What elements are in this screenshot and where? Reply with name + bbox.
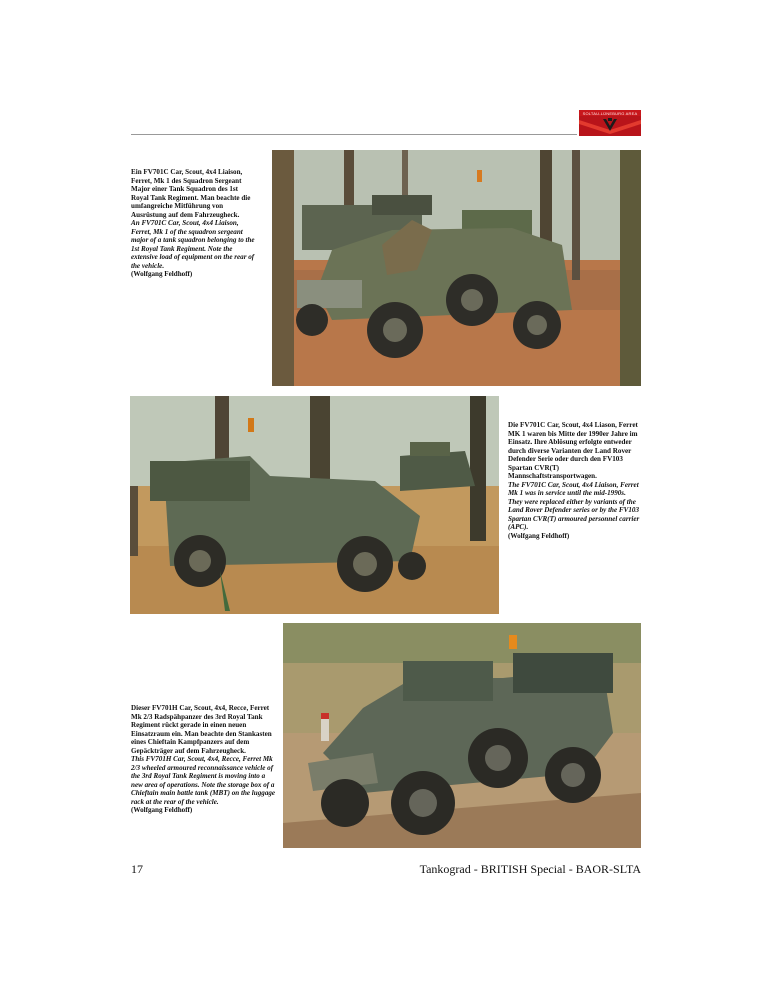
area-badge	[579, 110, 641, 136]
caption-english: This FV701H Car, Scout, 4x4, Recce, Ferret Mk 2/3 wheeled armoured reconnaissance vehicle of the 3rd Royal Tank Regiment is moving into a new area of operations. Note the storage box of a Chieftain main battle tank (MBT) on the luggage rack at the rear of the vehicle.	[131, 755, 276, 806]
photo-ferret-forest	[272, 150, 641, 386]
caption-english: The FV701C Car, Scout, 4x4 Liaison, Ferret Mk 1 was in service until the mid-1990s. They were replaced either by variants of the Land Rover Defender series or by the FV103 Spartan CVR(T) armoured personnel carrier (APC).	[508, 480, 640, 531]
caption-photo-1	[131, 168, 257, 279]
photo-ferret-sandy-track	[283, 623, 641, 848]
area-badge-text: SOLTAU-LÜNEBURG AREA	[582, 111, 638, 116]
page-number: 17	[131, 862, 143, 876]
caption-german: Ein FV701C Car, Scout, 4x4 Liaison, Ferret, Mk 1 des Squadron Sergeant Major einer Tank Squadron des 1st Royal Tank Regiment. Man beachte die umfangreiche Mitführung von Ausrüstung auf dem Fahrzeugheck.	[131, 168, 251, 219]
header-rule	[131, 134, 577, 135]
caption-german: Dieser FV701H Car, Scout, 4x4, Recce, Ferret Mk 2/3 Radspähpanzer des 3rd Royal Tank Regiment rückt gerade in einen neuen Einsatzraum ein. Man beachte den Stankasten eines Chieftain Kampfpanzers auf dem Gepäckträger auf dem Fahrzeugheck.	[131, 704, 272, 755]
caption-photo-3	[131, 704, 276, 815]
caption-german: Die FV701C Car, Scout, 4x4 Liason, Ferret MK 1 waren bis Mitte der 1990er Jahre im Einsatz. Ihre Ablösung erfolgte entweder durch diverse Varianten der Land Rover Defender Serie oder durch den FV103 Spartan CVR(T) Mannschaftstransportwagen.	[508, 421, 638, 480]
photo-credit: (Wolfgang Feldhoff)	[131, 806, 193, 814]
caption-photo-2	[508, 421, 641, 540]
footer-title: Tankograd - BRITISH Special - BAOR-SLTA	[419, 862, 641, 876]
caption-english: An FV701C Car, Scout, 4x4 Liaison, Ferret, Mk 1 of the squadron sergeant major of a tank squadron belonging to the 1st Royal Tank Regiment. Note the extensive load of equipment on the rear of the vehicle.	[131, 219, 255, 270]
photo-credit: (Wolfgang Feldhoff)	[508, 531, 570, 540]
photo-credit: (Wolfgang Feldhoff)	[131, 270, 193, 278]
area-badge-emblem	[579, 116, 641, 136]
photo-ferret-heath	[130, 396, 499, 614]
